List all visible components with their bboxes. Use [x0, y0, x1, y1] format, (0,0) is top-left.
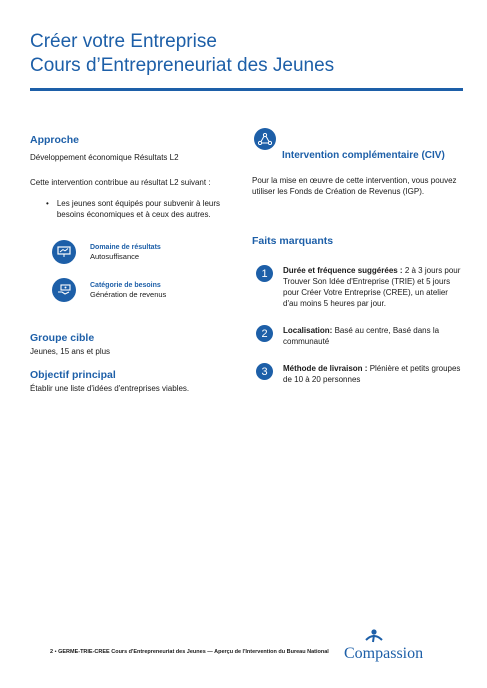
title-divider — [30, 88, 463, 91]
highlight-item — [256, 363, 462, 385]
target-value: Jeunes, 15 ans et plus — [30, 347, 111, 356]
logo-wordmark: Compassion — [344, 645, 424, 662]
needs-value: Génération de revenus — [90, 289, 167, 299]
objective-heading: Objectif principal — [30, 369, 116, 381]
target-heading: Groupe cible — [30, 332, 95, 344]
highlight-text — [283, 325, 462, 347]
needs-label: Catégorie de besoins — [90, 281, 161, 289]
page-title — [30, 30, 334, 78]
highlights-heading: Faits marquants — [252, 235, 334, 247]
footer-page-number: 2 — [50, 649, 54, 655]
footer-separator: • — [54, 649, 57, 655]
highlight-text — [283, 363, 462, 385]
money-hand-icon — [52, 278, 76, 302]
needs-row — [52, 278, 235, 302]
footer-document-title: GERME-TRIE-CREE Cours d'Entrepreneuriat des Jeunes — Aperçu de l'Intervention du Bureau National — [58, 649, 329, 655]
highlight-label: Localisation: — [283, 326, 333, 335]
highlight-text — [283, 265, 462, 309]
highlight-body: Basé au centre, Basé dans la communauté — [283, 326, 440, 346]
compassion-logo — [344, 628, 444, 662]
presentation-icon — [52, 240, 76, 264]
bullet-dot: • — [46, 199, 49, 208]
civ-text: Pour la mise en œuvre de cette intervention, vous pouvez utiliser les Fonds de Création de Revenus (IGP). — [252, 176, 457, 196]
title-line-1: Créer votre Entreprise — [30, 31, 217, 52]
number-3-icon: 3 — [256, 363, 273, 380]
highlight-body: Plénière et petits groupes de 10 à 20 personnes — [283, 364, 461, 384]
objective-value: Établir une liste d'idées d'entreprises viables. — [30, 384, 190, 393]
left-column — [30, 134, 235, 394]
domain-value: Autosuffisance — [90, 251, 140, 261]
footer-text — [50, 648, 330, 656]
approach-heading: Approche — [30, 134, 80, 146]
right-column — [252, 128, 462, 385]
approach-intro: Cette intervention contribue au résultat L2 suivant : — [30, 178, 211, 187]
highlight-label: Méthode de livraison : — [283, 364, 368, 373]
approach-bullet — [46, 198, 235, 220]
highlight-item — [256, 265, 462, 309]
domain-row — [52, 240, 235, 264]
approach-bullet-text: Les jeunes sont équipés pour subvenir à leurs besoins économiques et à ceux des autres. — [56, 199, 221, 219]
civ-heading: Intervention complémentaire (CIV) — [282, 150, 445, 161]
highlight-item — [256, 325, 462, 347]
title-line-2: Cours d’Entrepreneuriat des Jeunes — [30, 55, 335, 76]
network-icon — [254, 128, 276, 150]
number-1-icon: 1 — [256, 265, 273, 282]
domain-label: Domaine de résultats — [90, 243, 161, 251]
highlight-label: Durée et fréquence suggérées : — [283, 266, 403, 275]
number-2-icon: 2 — [256, 325, 273, 342]
highlight-body: 2 à 3 jours pour Trouver Son Idée d'Entreprise (TRIE) et 5 jours pour Créer Votre Entreprise (CREE), un atelier d'au moins 5 heures par jour. — [283, 266, 461, 308]
approach-line: Développement économique Résultats L2 — [30, 153, 179, 162]
